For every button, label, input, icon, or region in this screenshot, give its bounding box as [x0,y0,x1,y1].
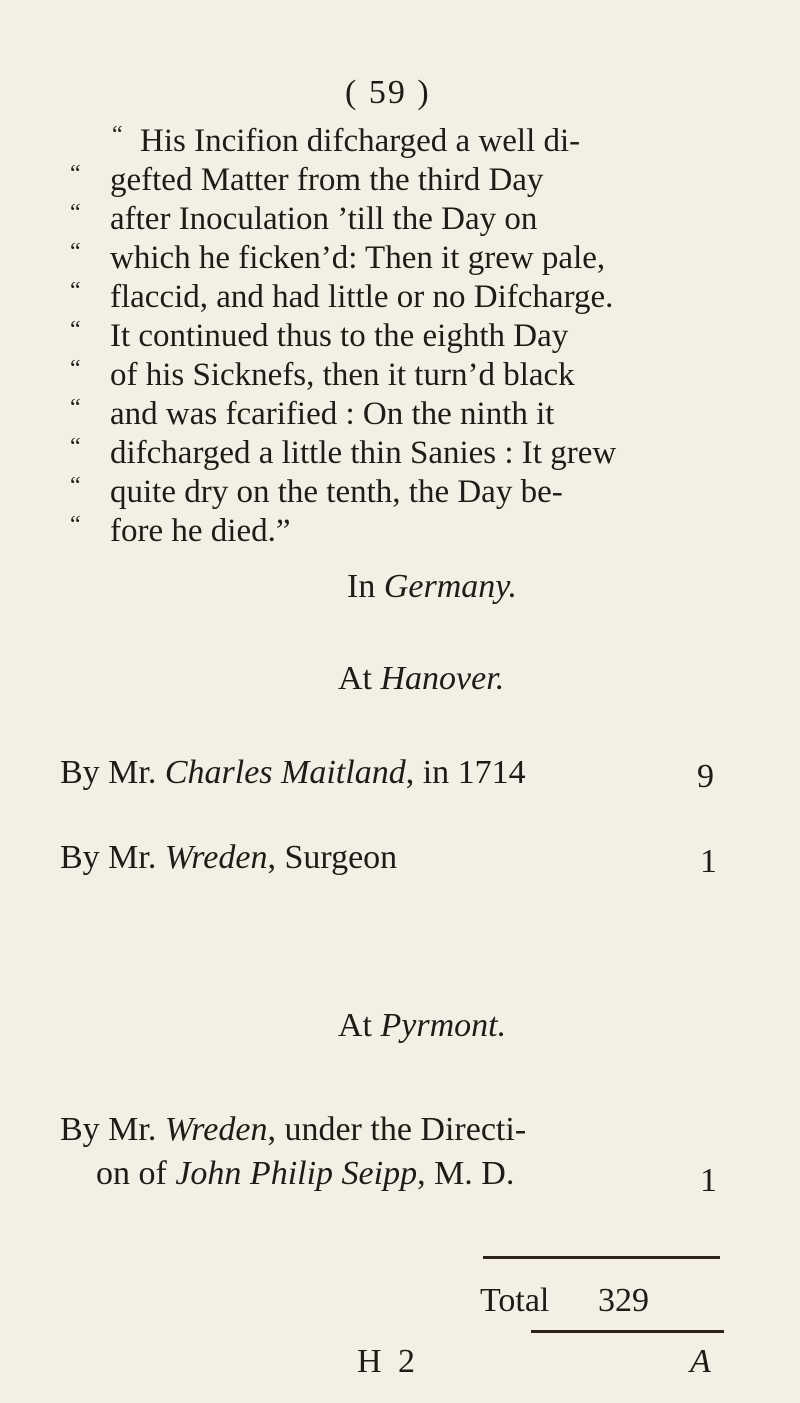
pyrmont-heading [338,1007,506,1045]
country-heading [347,568,517,606]
total-label: Total [480,1282,550,1319]
total-bottom-rule [531,1330,724,1333]
quote-text: It continued thus to the eighth Day [110,318,569,354]
quote-line [70,161,730,200]
quote-mark: “ [70,317,81,343]
hanover-name: Hanover. [380,660,505,697]
pyrmont-name: Pyrmont. [380,1007,507,1044]
quote-line [70,395,730,434]
entry-wreden-pyrmont [60,1111,526,1149]
quote-mark: “ [70,356,81,382]
quote-mark: “ [70,512,81,538]
quote-line [70,317,730,356]
entry-count: 9 [697,758,714,795]
quote-mark: “ [70,395,81,421]
page-number: ( 59 ) [345,74,431,111]
quote-line [70,434,730,473]
quote-text: of his Sicknefs, then it turn’d black [110,357,575,393]
country-prefix: In [347,568,376,605]
quote-text: flaccid, and had little or no Difcharge. [110,279,614,315]
entry-by: By Mr. [60,1111,157,1148]
quote-line [70,512,730,551]
quote-line [70,122,730,161]
quote-mark: “ [70,434,81,460]
entry-prefix: on of [96,1155,167,1192]
quote-text: which he ficken’d: Then it grew pale, [110,240,606,276]
entry-by: By Mr. [60,839,157,876]
quoted-passage [70,122,730,551]
country-name: Germany. [383,568,517,605]
hanover-heading [338,660,504,698]
quote-mark: “ [70,473,81,499]
quote-line [70,473,730,512]
quote-line [70,356,730,395]
entry-count: 1 [700,1162,717,1199]
quote-line [70,239,730,278]
entry-wreden-pyrmont-line2 [96,1155,514,1193]
hanover-prefix: At [338,660,372,697]
entry-name: John Philip Seipp [175,1155,418,1192]
quote-mark: “ [70,278,81,304]
entry-name: Charles Maitland [164,754,406,791]
quote-text: and was fcarified : On the ninth it [110,396,555,432]
entry-name: Wreden [164,1111,268,1148]
quote-text: His Incifion difcharged a well di- [140,123,581,159]
entry-rest: , under the Directi- [267,1111,527,1148]
quote-text: after Inoculation ’till the Day on [110,201,538,237]
pyrmont-prefix: At [338,1007,372,1044]
quote-text: quite dry on the tenth, the Day be- [110,474,563,510]
entry-rest: , M. D. [417,1155,515,1192]
entry-maitland [60,754,526,792]
quote-text: difcharged a little thin Sanies : It grew [110,435,617,471]
entry-wreden-hanover [60,839,397,877]
entry-rest: , Surgeon [267,839,398,876]
entry-by: By Mr. [60,754,157,791]
quote-mark: “ [70,200,81,226]
total-top-rule [483,1256,720,1259]
quote-mark: “ [70,161,81,187]
signature-mark: H 2 [357,1343,420,1380]
quote-line [70,278,730,317]
entry-count: 1 [700,843,717,880]
quote-mark: “ [112,122,123,148]
catchword: A [690,1343,711,1380]
quote-text: gefted Matter from the third Day [110,162,544,198]
total-value: 329 [598,1282,649,1319]
quote-text: fore he died.” [110,513,291,549]
entry-name: Wreden [164,839,268,876]
quote-line [70,200,730,239]
quote-mark: “ [70,239,81,265]
entry-rest: , in 1714 [405,754,526,791]
